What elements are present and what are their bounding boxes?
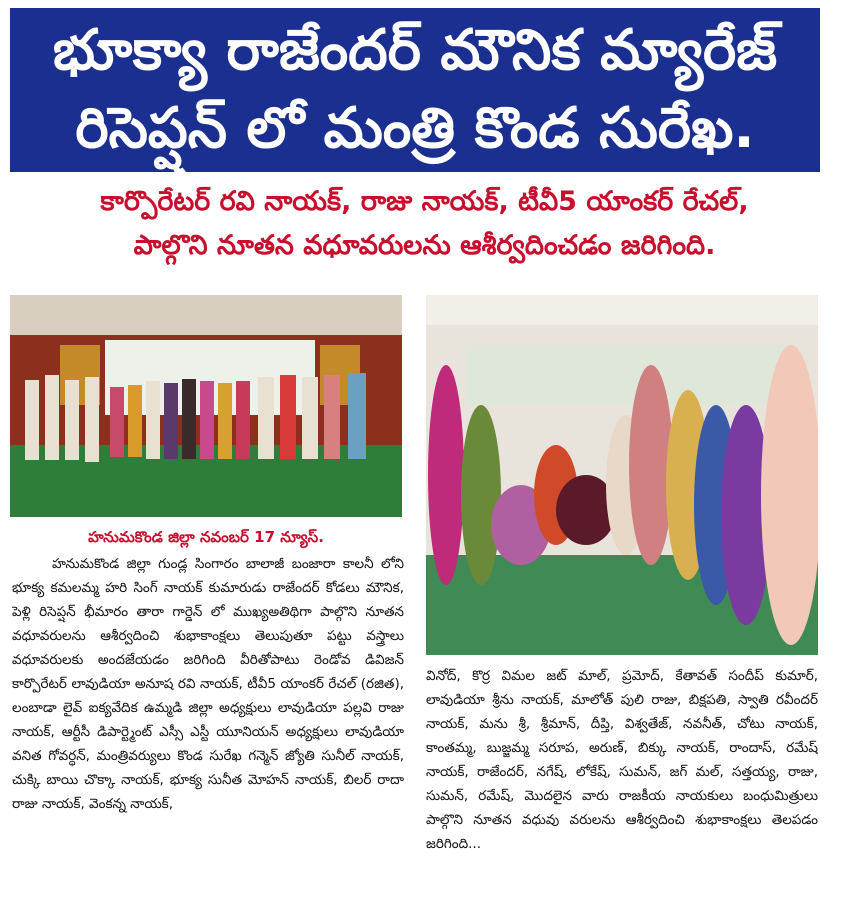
- dateline: హనుమకొండ జిల్లా నవంబర్ 17 న్యూస్.: [88, 528, 324, 546]
- article-body-right: వినోద్, కొర్ర విమల జట్ మాల్, ప్రమోద్, కేతావత్ సందీప్ కుమార్, లావుడియా శ్రీను నాయక్, మాలోత్ పులి రాజు, బిక్షపతి, స్వాతి రవీందర్ నాయక్, మను శ్రీ, శ్రీమాన్, దీప్తి, విశ్వతేజ్, నవనీత్, చోటు నాయక్, కాంతమ్మ, బుజ్జమ్మ సరూప, అరుణ్, బిక్కు నాయక్, రాందాస్, రమేష్ నాయక్, రాజేందర్, నగేష్, లోకేష్, సుమన్, జగ్ మల్, సత్తయ్య, రాజు, సుమన్, రమేష్, మొదలైన వారు రాజకీయ నాయకులు బంధుమిత్రులు పాల్గొని నూతన వధువు వరులను ఆశీర్వదించి శుభాకాంక్షలు తెలపడం జరిగింది...: [426, 668, 818, 852]
- headline-banner: [10, 8, 820, 172]
- article-body-left: [12, 552, 404, 897]
- subheadline-line-1: కార్పొరేటర్ రవి నాయక్, రాజు నాయక్, టీవీ5 యాంకర్ రేచల్,: [100, 186, 749, 217]
- group-photo-couple: [426, 295, 818, 655]
- subheadline: [0, 180, 849, 268]
- subheadline-line-2: పాల్గొని నూతన వధూవరులను ఆశీర్వదించడం జరిగింది.: [133, 230, 716, 261]
- article-left-text: హనుమకొండ జిల్లా గుండ్ల సింగారం బాలాజీ బంజారా కాలనీ లోని భూక్య కమలమ్మ హరి సింగ్ నాయక్ కుమారుడు రాజేందర్ కోడలు మౌనిక, పెళ్లి రిసెప్షన్ భీమారం తారా గార్డెన్ లో ముఖ్యఅతిథిగా పాల్గొని నూతన వధూవరులను ఆశీర్వదించి శుభాకాంక్షలు తెలుపుతూ పట్టు వస్త్రాలు వధూవరులకు అందజేయడం జరిగింది వీరితోపాటు రెండోవ డివిజన్ కార్పొరేటర్ లావుడియా అనూష రవి నాయక్, టీవీ5 యాంకర్ రేచల్ (రజిత), లంబాడా లైవ్ ఐక్యవేదిక ఉమ్మడి జిల్లా అధ్యక్షులు లావుడియా పల్లవి రాజు నాయక్, ఆర్టీసీ డిపార్ట్మెంట్ ఎస్సీ ఎస్టీ యూనియన్ అధ్యక్షులు లావుడియా వనిత గోవర్ధన్, మంత్రివర్యులు కొండ సురేఖ గన్మెన్ జ్యోతి సునీల్ నాయక్, చుక్కి బాయి చొక్కా నాయక్, భూక్య సునీత మోహన్ నాయక్, బిలర్ రాదా రాజు నాయక్, వెంకన్న నాయక్,: [12, 556, 404, 812]
- headline-line-1: భూక్యా రాజేందర్ మౌనిక మ్యారేజ్: [52, 18, 778, 83]
- headline-line-2: రిసెప్షన్ లో మంత్రి కొండ సురేఖ.: [75, 96, 755, 161]
- group-photo-stage: [10, 295, 402, 517]
